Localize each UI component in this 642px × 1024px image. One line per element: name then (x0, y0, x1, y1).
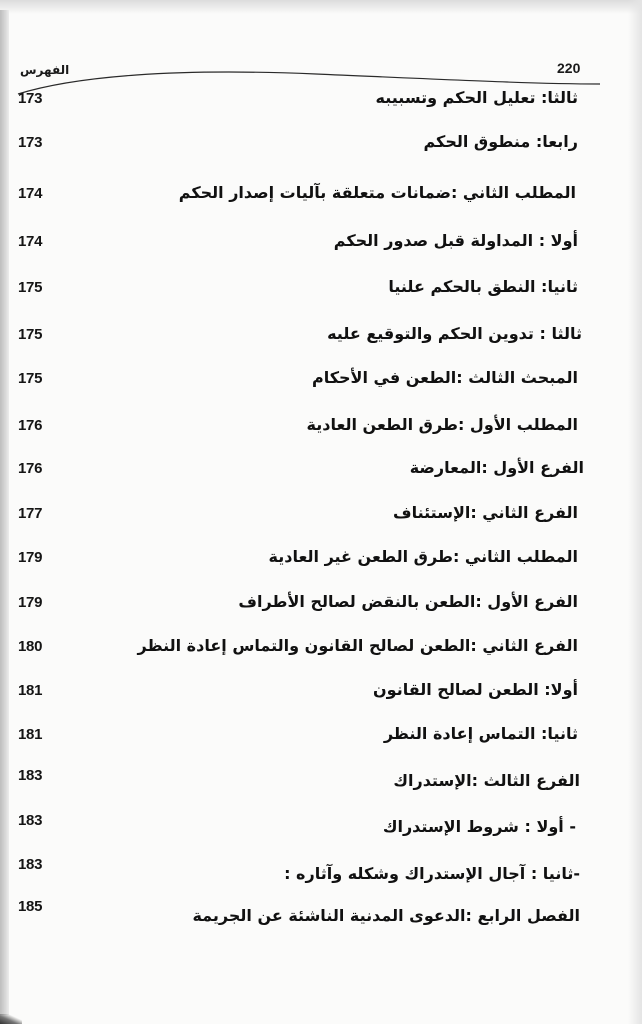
toc-entry-page: 174 (18, 233, 43, 250)
toc-entry-page: 183 (18, 856, 43, 873)
toc-entry (18, 638, 578, 668)
toc-entry-page: 181 (18, 726, 43, 743)
toc-entry-title: ثانيا: النطق بالحكم علنيا (388, 277, 578, 296)
toc-entry (18, 594, 578, 624)
toc-entry-page: 176 (18, 460, 43, 477)
toc-entry-title: ثالثا: تعليل الحكم وتسبيبه (375, 88, 578, 107)
toc-entry-page: 183 (18, 812, 43, 829)
toc-entry-title: أولا : المداولة قبل صدور الحكم (333, 231, 578, 250)
toc-entry-page: 181 (18, 682, 43, 699)
toc-entry-title: المطلب الأول :طرق الطعن العادية (306, 415, 578, 434)
toc-entry-title: الفرع الأول :الطعن بالنقض لصالح الأطراف (238, 592, 578, 611)
toc-entry (18, 233, 578, 263)
toc-entry (18, 812, 578, 842)
toc-entry-title: الفصل الرابع :الدعوى المدنية الناشئة عن الجريمة (192, 906, 580, 925)
toc-entry-title: الفرع الثالث :الإستدراك (393, 771, 580, 790)
toc-entry-title: المبحث الثالث :الطعن في الأحكام (311, 368, 578, 387)
toc-entry-page: 173 (18, 134, 43, 151)
toc-entry-page: 180 (18, 638, 43, 655)
toc-entry (18, 458, 584, 490)
toc-entry-page: 174 (18, 185, 43, 202)
toc-entry-title: أولا: الطعن لصالح القانون (373, 680, 578, 699)
toc-entry-title: الفرع الثاني :الطعن لصالح القانون والتماس إعادة النظر (137, 636, 578, 655)
toc-entry-page: 177 (18, 505, 43, 522)
toc-entry (18, 726, 578, 756)
toc-entry-title: - أولا : شروط الإستدراك (382, 817, 576, 836)
toc-entry-title: -ثانيا : آجال الإستدراك وشكله وآثاره : (284, 864, 580, 883)
toc-entry-title: الفرع الأول :المعارضة (409, 458, 584, 477)
toc-entry-page: 175 (18, 279, 43, 296)
toc-entry-title: المطلب الثاني :طرق الطعن غير العادية (268, 547, 578, 566)
toc-entry-page: 175 (18, 370, 43, 387)
toc-entry (18, 324, 582, 356)
toc-entry (18, 505, 578, 535)
toc-entry-title: رابعا: منطوق الحكم (423, 132, 578, 151)
toc-entry-page: 179 (18, 594, 43, 611)
toc-entry (18, 370, 578, 400)
toc-entry (18, 185, 578, 215)
toc-entry (18, 417, 578, 447)
toc-entry-page: 173 (18, 90, 43, 107)
toc-entry-title: المطلب الثاني :ضمانات متعلقة بآليات إصدار الحكم (178, 183, 576, 202)
toc-entry (18, 134, 578, 164)
toc-entry-page: 176 (18, 417, 43, 434)
toc-entry-page: 175 (18, 326, 43, 343)
toc-entry-title: ثانيا: التماس إعادة النظر (383, 724, 578, 743)
toc-entry (18, 767, 578, 797)
toc-entry-page: 179 (18, 549, 43, 566)
toc-entry (18, 549, 578, 579)
toc-entry (18, 898, 578, 928)
toc-entry (18, 856, 578, 886)
toc-entry-title: ثالثا : تدوين الحكم والتوقيع عليه (327, 324, 582, 343)
toc-entry (18, 279, 578, 309)
toc-entry (18, 90, 578, 120)
toc-entry (18, 682, 578, 712)
toc-entry-page: 183 (18, 767, 43, 784)
toc-entry-title: الفرع الثاني :الإستئناف (393, 503, 578, 522)
toc-entry-page: 185 (18, 898, 43, 915)
running-header-page-number: 220 (557, 60, 581, 76)
running-header-title: الفهرس (20, 63, 70, 77)
